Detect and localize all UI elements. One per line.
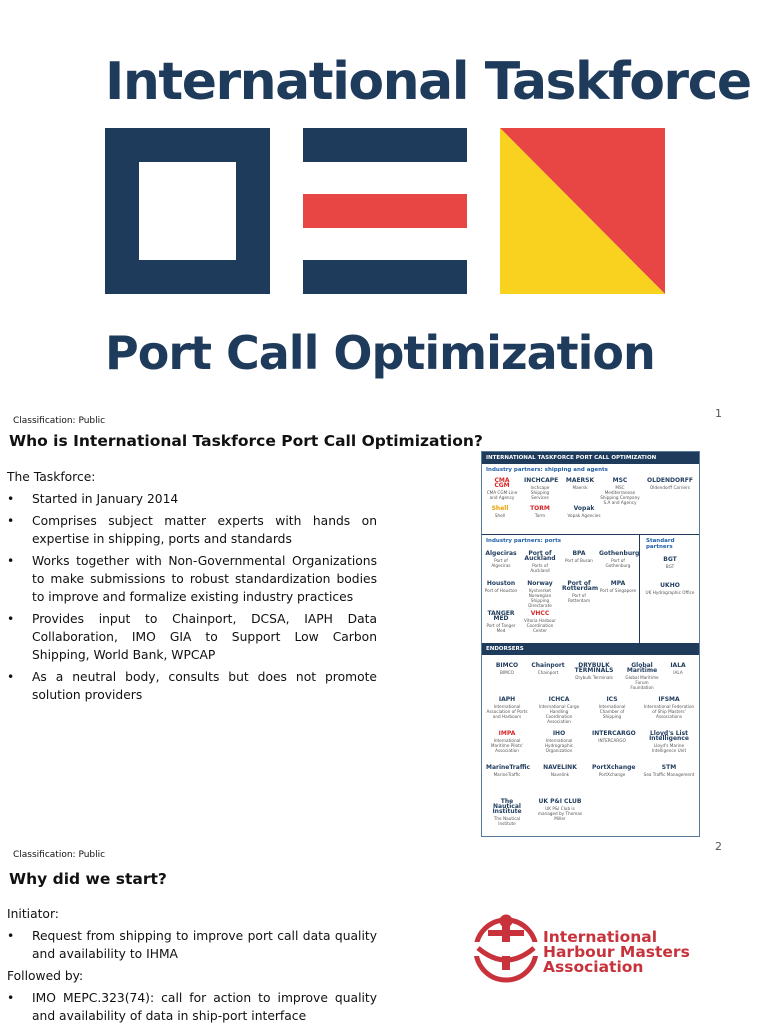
flag-stripes [303, 128, 467, 294]
partner-logo: TORM Torm [530, 505, 550, 518]
followed-bullets [7, 989, 377, 1025]
endorser-logo: DRYBULK TERMINALS Drybulk Terminals [574, 662, 614, 680]
followed-label: Followed by: [7, 969, 84, 983]
ihma-line: Association [543, 958, 644, 976]
slide2-title: Who is International Taskforce Port Call Optimization? [9, 432, 483, 450]
partner-logo: OLDENDORFF Oldendorff Carriers [647, 477, 693, 490]
shipping-section-title: Industry partners: shipping and agents [486, 467, 608, 473]
slide1-title-bottom: Port Call Optimization [105, 326, 655, 380]
partner-logo: MPA Port of Singapore [599, 580, 637, 593]
endorser-logo: INTERCARGO INTERCARGO [592, 730, 636, 743]
endorser-logo: IMPA International Maritime Pilots' Association [490, 730, 524, 753]
slide2-body [7, 468, 377, 708]
endorser-logo: IALA IALA [670, 662, 686, 675]
partner-logo: BGT BGT [663, 556, 677, 569]
endorser-logo: IFSMA International Federation of Ship Masters' Associations [643, 696, 695, 719]
partner-logo: Houston Port of Houston [484, 580, 518, 593]
initiator-bullets [7, 927, 377, 963]
classification-label: Classification: Public [13, 416, 106, 426]
partner-logo: Vopak Vopak Agencies [567, 505, 601, 518]
ihma-line: International [543, 928, 658, 946]
endorser-logo: PortXchange PortXchange [592, 764, 636, 777]
endorser-logo: The Nautical Institute The Nautical Institute [492, 798, 522, 826]
classification-label: Classification: Public [13, 850, 106, 860]
partner-logo: Norway Kystverket Norwegian Shipping Directorate [527, 580, 553, 608]
shipping-logos [482, 476, 699, 534]
slide-number-1: 1 [715, 407, 722, 420]
bullet-item: • Comprises subject matter experts with hands on expertise in shipping, ports and standards [7, 512, 377, 548]
partner-logo: BPA Port of Busan [565, 550, 593, 563]
partner-logo: INCHCAPE Inchcape Shipping Services [524, 477, 559, 500]
endorser-logo: IAPH International Association of Ports and Harbours [486, 696, 528, 719]
slide3-title: Why did we start? [9, 870, 167, 888]
partner-logo: UKHO UK Hydrographic Office [645, 582, 695, 595]
partner-logo: TANGER MED Port of Tanger Med [486, 610, 516, 633]
ihma-logo-text [543, 930, 690, 975]
taskforce-intro: The Taskforce: [7, 470, 96, 484]
ihma-line: Harbour Masters [543, 943, 690, 961]
ihma-anchor-icon [472, 912, 542, 988]
bullet-item: • As a neutral body, consults but does not promote solution providers [7, 668, 377, 704]
partner-logo: Port of Auckland Ports of Auckland [524, 550, 556, 573]
endorser-logo: NAVELINK Navelink [543, 764, 577, 777]
endorser-logo: Chainport Chainport [531, 662, 565, 675]
endorser-logo: IHO International Hydrographic Organization [544, 730, 574, 753]
endorser-logo: BIMCO BIMCO [495, 662, 519, 675]
bullet-item: • Works together with Non-Governmental Organizations to make submissions to robust standardization bodies to improve and formalize existing industry practices [7, 552, 377, 606]
taskforce-bullets [7, 490, 377, 704]
panel-header: INTERNATIONAL TASKFORCE PORT CALL OPTIMIZATION [482, 452, 699, 464]
bullet-item: • Started in January 2014 [7, 490, 377, 508]
standard-section-title: Standard partners [646, 538, 675, 550]
partner-logo: MAERSK Maersk [565, 477, 595, 490]
partner-logo: MSC MSC Mediterranean Shipping Company S.A and Agency [600, 477, 640, 505]
endorser-logo: Global Maritime Global Maritime Forum Foundation [625, 662, 659, 690]
endorser-logo: STM Sea Traffic Management [643, 764, 695, 777]
endorser-logo: UK P&I CLUB UK P&I Club is managed by Thomas Miller [537, 798, 583, 821]
signal-flags-logo [105, 128, 665, 294]
initiator-label: Initiator: [7, 907, 59, 921]
endorser-logo: ICHCA International Cargo Handling Coordination Association [538, 696, 580, 724]
ports-and-standards [482, 534, 699, 643]
endorser-logo: ICS International Chamber of Shipping [598, 696, 626, 719]
bullet-item: • Request from shipping to improve port call data quality and availability to IHMA [7, 927, 377, 963]
flag-diagonal [500, 128, 665, 294]
partner-logo: CMA CGM CMA CGM Line and Agency [486, 477, 518, 500]
partners-panel [481, 451, 700, 837]
partner-logo: Gothenburg Port of Gothenburg [599, 550, 640, 568]
endorser-logo: MarineTraffic MarineTraffic [486, 764, 531, 777]
slide-number-2: 2 [715, 840, 722, 853]
ports-section-title: Industry partners: ports [486, 538, 561, 544]
endorsers-header: ENDORSERS [482, 643, 699, 655]
slide1-title-top: International Taskforce [105, 52, 751, 112]
bullet-item: • Provides input to Chainport, DCSA, IAPH Data Collaboration, IMO GIA to Support Low Carbon Shipping, World Bank, WPCAP [7, 610, 377, 664]
partner-logo: VHCC Vitoria Harbour Coordination Center [524, 610, 556, 633]
bullet-item: • IMO MEPC.323(74): call for action to improve quality and availability of data in ship-port interface [7, 989, 377, 1025]
slide3-body [7, 905, 377, 1029]
endorser-logo: Lloyd's List Intelligence Lloyd's Marine Intelligence Unit [649, 730, 689, 753]
partner-logo: Algeciras Port of Algeciras [485, 550, 517, 568]
endorser-logos [482, 655, 699, 845]
partner-logo: Shell Shell [491, 505, 509, 518]
partner-logo: Port of Rotterdam Port of Rotterdam [562, 580, 599, 603]
